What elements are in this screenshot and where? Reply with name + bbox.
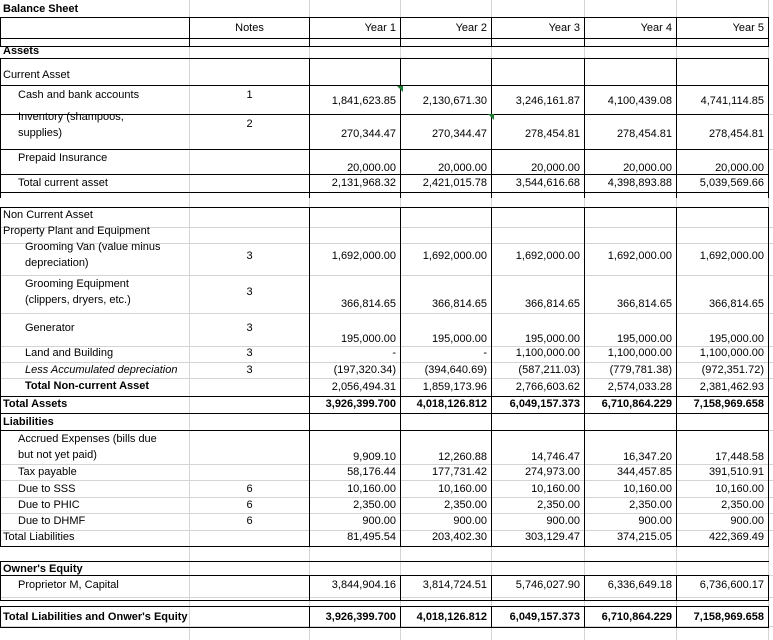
header-year-5: Year 5 <box>732 22 764 34</box>
header-year-1: Year 1 <box>364 22 396 34</box>
row-note: 6 <box>246 499 253 511</box>
value-cell: 1,692,000.00 <box>422 250 487 262</box>
row-label: Total current asset <box>18 177 108 189</box>
value-cell: 20,000.00 <box>531 162 580 174</box>
value-cell: (394,640.69) <box>424 364 487 376</box>
value-cell: 270,344.47 <box>431 128 487 140</box>
value-cell: 366,814.65 <box>431 298 487 310</box>
total-assets-label: Total Assets <box>3 398 68 410</box>
row-label: Tax payable <box>18 466 77 478</box>
value-cell: 3,926,399.700 <box>325 611 396 623</box>
header-year-4: Year 4 <box>640 22 672 34</box>
value-cell: 4,018,126.812 <box>416 398 487 410</box>
value-cell: 20,000.00 <box>715 162 764 174</box>
row-label: Due to SSS <box>18 483 76 495</box>
row-label-cont: supplies) <box>18 127 63 139</box>
value-cell: (779,781.38) <box>609 364 672 376</box>
row-note: 6 <box>246 483 253 495</box>
value-cell: 3,926,399.700 <box>325 398 396 410</box>
row-label: Accrued Expenses (bills due <box>18 433 157 445</box>
value-cell: 374,215.05 <box>616 531 672 543</box>
value-cell: 195,000.00 <box>431 333 487 345</box>
value-cell: 6,336,649.18 <box>607 579 672 591</box>
value-cell: 6,049,157.373 <box>509 398 580 410</box>
value-cell: (587,211.03) <box>518 364 580 376</box>
row-note: 3 <box>246 347 253 359</box>
value-cell: 3,844,904.16 <box>331 579 396 591</box>
row-label: Generator <box>25 322 75 334</box>
row-label: Due to DHMF <box>18 515 86 527</box>
row-note: 3 <box>246 286 253 298</box>
value-cell: 12,260.88 <box>438 451 487 463</box>
value-cell: 1,692,000.00 <box>331 250 396 262</box>
value-cell: 20,000.00 <box>623 162 672 174</box>
value-cell: 20,000.00 <box>347 162 396 174</box>
value-cell: 274,973.00 <box>524 466 580 478</box>
section-ppe: Property Plant and Equipment <box>3 225 150 237</box>
value-cell: 900.00 <box>453 515 487 527</box>
value-cell: 366,814.65 <box>708 298 764 310</box>
section-current-asset: Current Asset <box>3 69 70 81</box>
value-cell: 2,056,494.31 <box>331 381 396 393</box>
value-cell: 16,347.20 <box>623 451 672 463</box>
row-note: 3 <box>246 322 253 334</box>
value-cell: 20,000.00 <box>438 162 487 174</box>
value-cell: 1,100,000.00 <box>607 347 672 359</box>
value-cell: 366,814.65 <box>340 298 396 310</box>
value-cell: 195,000.00 <box>340 333 396 345</box>
value-cell: 900.00 <box>362 515 396 527</box>
value-cell: 14,746.47 <box>531 451 580 463</box>
value-cell: 3,246,161.87 <box>515 95 580 107</box>
value-cell: 1,692,000.00 <box>515 250 580 262</box>
value-cell: 1,841,623.85 <box>331 95 396 107</box>
value-cell: 4,398,893.88 <box>607 177 672 189</box>
row-note: 2 <box>246 118 253 130</box>
value-cell: 278,454.81 <box>708 128 764 140</box>
value-cell: 6,736,600.17 <box>699 579 764 591</box>
row-label: Due to PHIC <box>18 499 80 511</box>
value-cell: 6,049,157.373 <box>509 611 580 623</box>
value-cell: - <box>392 347 396 359</box>
value-cell: 391,510.91 <box>708 466 764 478</box>
value-cell: 10,160.00 <box>715 483 764 495</box>
value-cell: 4,018,126.812 <box>416 611 487 623</box>
value-cell: 422,369.49 <box>708 531 764 543</box>
row-note: 3 <box>246 364 253 376</box>
row-label: Total Non-current Asset <box>25 380 150 392</box>
row-label-cont: but not yet paid) <box>18 449 97 461</box>
value-cell: 7,158,969.658 <box>693 611 764 623</box>
value-cell: 9,909.10 <box>353 451 396 463</box>
row-label: Prepaid Insurance <box>18 152 108 164</box>
value-cell: 6,710,864.229 <box>601 398 672 410</box>
value-cell: 195,000.00 <box>708 333 764 345</box>
value-cell: - <box>483 347 487 359</box>
value-cell: 2,131,968.32 <box>331 177 396 189</box>
value-cell: 3,544,616.68 <box>515 177 580 189</box>
value-cell: 10,160.00 <box>438 483 487 495</box>
value-cell: 17,448.58 <box>715 451 764 463</box>
value-cell: 344,457.85 <box>616 466 672 478</box>
value-cell: 2,350.00 <box>721 499 764 511</box>
value-cell: 2,350.00 <box>444 499 487 511</box>
header-year-3: Year 3 <box>548 22 580 34</box>
value-cell: 278,454.81 <box>524 128 580 140</box>
row-label: Inventory (shampoos, <box>18 111 124 123</box>
value-cell: 10,160.00 <box>623 483 672 495</box>
section-liabilities: Liabilities <box>3 416 54 428</box>
value-cell: (972,351.72) <box>701 364 764 376</box>
value-cell: 4,741,114.85 <box>700 95 764 107</box>
value-cell: 1,100,000.00 <box>699 347 764 359</box>
value-cell: 270,344.47 <box>340 128 396 140</box>
value-cell: 900.00 <box>546 515 580 527</box>
value-cell: 2,574,033.28 <box>607 381 672 393</box>
value-cell: 1,100,000.00 <box>515 347 580 359</box>
row-label: Cash and bank accounts <box>18 89 140 101</box>
value-cell: 6,710,864.229 <box>601 611 672 623</box>
value-cell: 58,176.44 <box>347 466 396 478</box>
value-cell: 10,160.00 <box>347 483 396 495</box>
value-cell: 81,495.54 <box>347 531 396 543</box>
row-label-cont: (clippers, dryers, etc.) <box>25 294 131 306</box>
row-label: Less Accumulated depreciation <box>25 364 178 376</box>
value-cell: 2,381,462.93 <box>699 381 764 393</box>
value-cell: 1,859,173.96 <box>422 381 487 393</box>
row-note: 6 <box>246 515 253 527</box>
value-cell: 2,130,671.30 <box>422 95 487 107</box>
value-cell: 2,350.00 <box>537 499 580 511</box>
value-cell: 900.00 <box>638 515 672 527</box>
value-cell: 5,746,027.90 <box>515 579 580 591</box>
section-non-current-asset: Non Current Asset <box>3 209 93 221</box>
header-notes: Notes <box>235 22 264 34</box>
value-cell: 203,402.30 <box>431 531 487 543</box>
value-cell: 1,692,000.00 <box>607 250 672 262</box>
value-cell: 366,814.65 <box>524 298 580 310</box>
value-cell: 10,160.00 <box>531 483 580 495</box>
value-cell: 195,000.00 <box>524 333 580 345</box>
value-cell: 1,692,000.00 <box>699 250 764 262</box>
sheet-title: Balance Sheet <box>3 3 79 15</box>
value-cell: 3,814,724.51 <box>422 579 487 591</box>
value-cell: 900.00 <box>730 515 764 527</box>
value-cell: 177,731.42 <box>431 466 487 478</box>
value-cell: 7,158,969.658 <box>693 398 764 410</box>
value-cell: 195,000.00 <box>616 333 672 345</box>
value-cell: 303,129.47 <box>524 531 580 543</box>
row-label-cont: depreciation) <box>25 257 89 269</box>
section-assets: Assets <box>3 45 40 57</box>
value-cell: 366,814.65 <box>616 298 672 310</box>
section-owners-equity: Owner's Equity <box>3 563 83 575</box>
value-cell: 4,100,439.08 <box>607 95 672 107</box>
row-label: Proprietor M, Capital <box>18 579 119 591</box>
header-year-2: Year 2 <box>455 22 487 34</box>
value-cell: 278,454.81 <box>616 128 672 140</box>
total-liabilities-label: Total Liabilities <box>3 531 75 543</box>
row-label: Land and Building <box>25 347 114 359</box>
value-cell: (197,320.34) <box>333 364 396 376</box>
value-cell: 2,766,603.62 <box>515 381 580 393</box>
row-note: 3 <box>246 250 253 262</box>
row-label: Grooming Equipment <box>25 278 129 290</box>
row-note: 1 <box>246 89 253 101</box>
value-cell: 2,421,015.78 <box>422 177 487 189</box>
row-label: Grooming Van (value minus <box>25 241 161 253</box>
value-cell: 2,350.00 <box>353 499 396 511</box>
value-cell: 5,039,569.66 <box>699 177 764 189</box>
total-le-label: Total Liabilities and Onwer's Equity <box>3 611 188 623</box>
value-cell: 2,350.00 <box>629 499 672 511</box>
